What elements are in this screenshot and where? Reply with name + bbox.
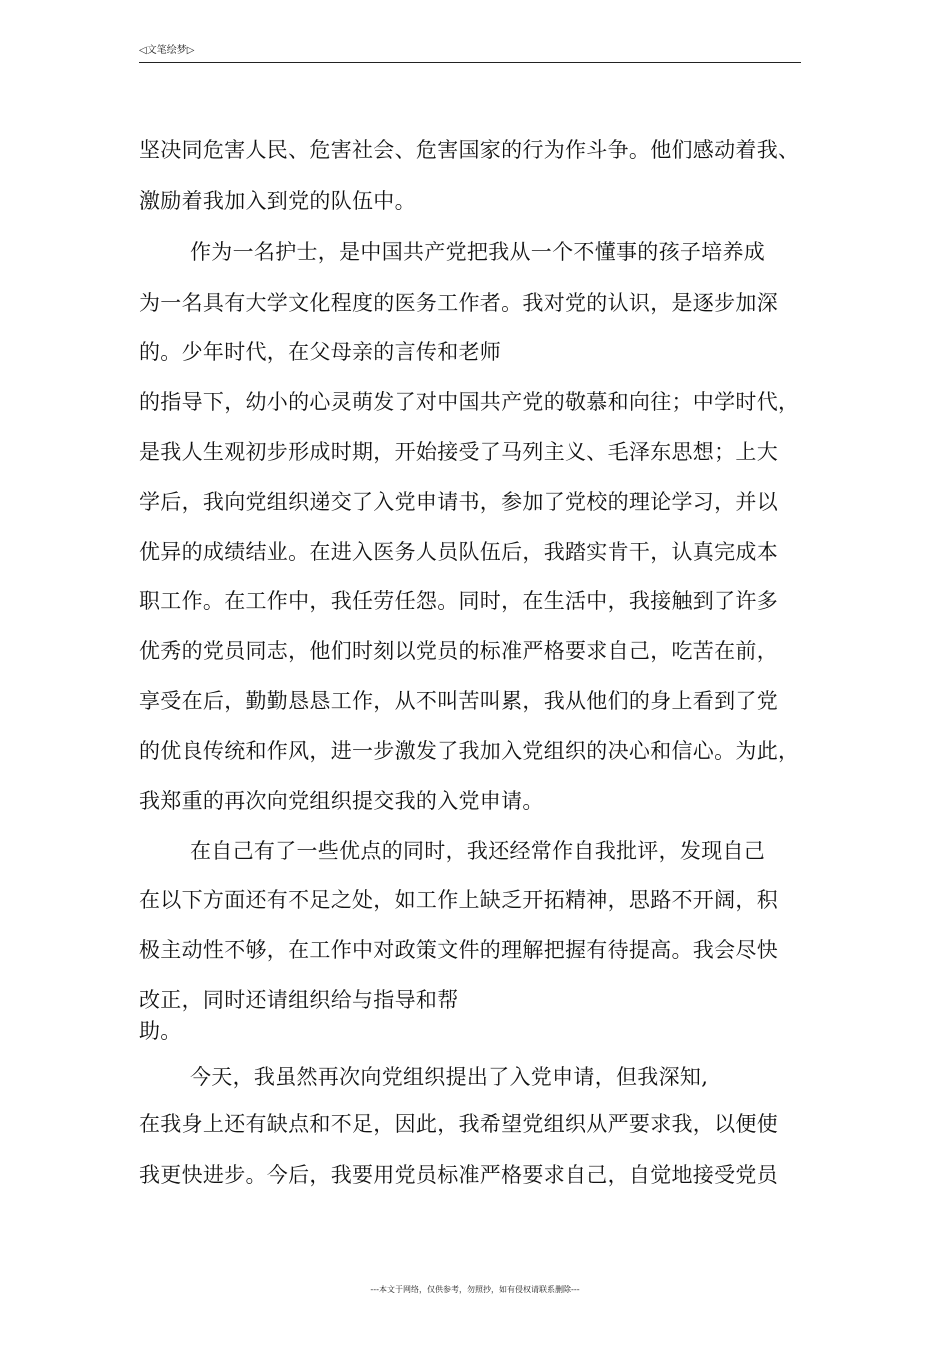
header-logo-text: ◁文笔绘梦▷ xyxy=(139,45,195,56)
text-line: 极主动性不够，在工作中对政策文件的理解把握有待提高。我会尽快 xyxy=(139,938,778,962)
text-line: 在我身上还有缺点和不足，因此，我希望党组织从严要求我，以便使 xyxy=(139,1112,778,1136)
paragraph-start-line: 今天，我虽然再次向党组织提出了入党申请，但我深知, xyxy=(190,1065,709,1089)
text-line: 坚决同危害人民、危害社会、危害国家的行为作斗争。他们感动着我、 xyxy=(139,138,800,162)
text-line: 激励着我加入到党的队伍中。 xyxy=(139,189,416,213)
paragraph-start-line: 在自己有了一些优点的同时，我还经常作自我批评，发现自己 xyxy=(190,839,766,863)
text-line: 我郑重的再次向党组织提交我的入党申请。 xyxy=(139,789,544,813)
text-line: 职工作。在工作中，我任劳任怨。同时，在生活中，我接触到了许多 xyxy=(139,589,778,613)
text-line: 的指导下，幼小的心灵萌发了对中国共产党的敬慕和向往；中学时代， xyxy=(139,390,800,414)
text-line: 享受在后，勤勤恳恳工作，从不叫苦叫累，我从他们的身上看到了党 xyxy=(139,689,778,713)
text-line: 优秀的党员同志，他们时刻以党员的标准严格要求自己，吃苦在前， xyxy=(139,639,778,663)
page-header xyxy=(139,44,801,63)
text-line: 优异的成绩结业。在进入医务人员队伍后，我踏实肯干，认真完成本 xyxy=(139,540,778,564)
text-line: 是我人生观初步形成时期，开始接受了马列主义、毛泽东思想；上大 xyxy=(139,440,778,464)
page-footer: ---本文于网络，仅供参考，勿照抄，如有侵权请联系删除--- xyxy=(370,1285,580,1294)
text-line: 我更快进步。今后，我要用党员标准严格要求自己，自觉地接受党员 xyxy=(139,1163,778,1187)
text-line: 的优良传统和作风，进一步激发了我加入党组织的决心和信心。为此， xyxy=(139,739,800,763)
text-line: 在以下方面还有不足之处，如工作上缺乏开拓精神，思路不开阔，积 xyxy=(139,888,778,912)
text-line: 的。少年时代，在父母亲的言传和老师 xyxy=(139,340,502,364)
text-line: 学后，我向党组织递交了入党申请书，参加了党校的理论学习，并以 xyxy=(139,490,778,514)
text-line: 为一名具有大学文化程度的医务工作者。我对党的认识，是逐步加深 xyxy=(139,291,778,315)
paragraph-start-line: 作为一名护士，是中国共产党把我从一个不懂事的孩子培养成 xyxy=(190,240,766,264)
text-line: 改正，同时还请组织给与指导和帮 xyxy=(139,988,459,1012)
text-line: 助。 xyxy=(139,1019,182,1043)
